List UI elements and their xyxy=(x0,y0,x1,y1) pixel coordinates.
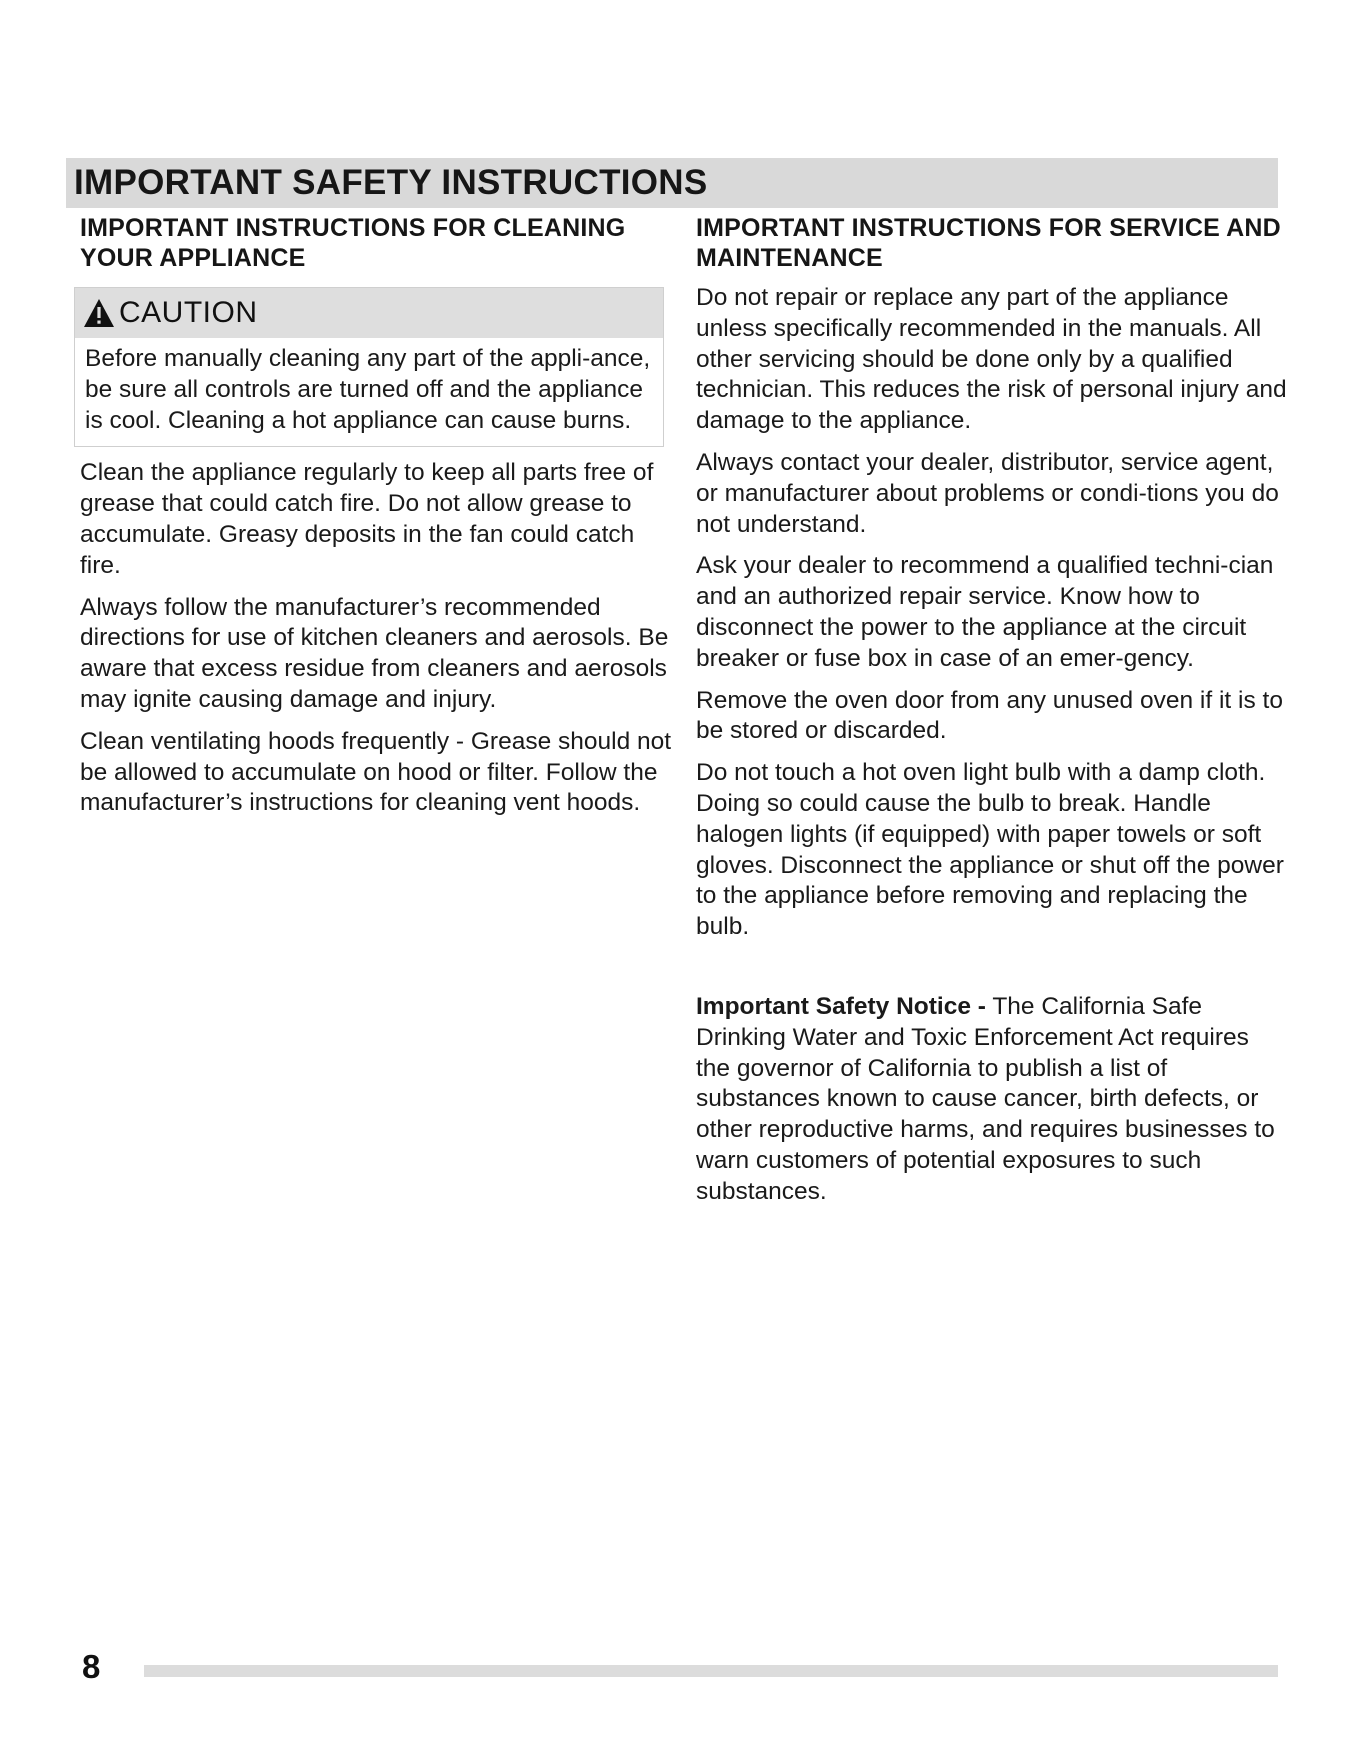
service-paragraph-1: Do not repair or replace any part of the appliance unless specifically recommended in the manuals. All other servicing should be done only by a qualified technician. This reduces the risk of personal injury and damage to the appliance. xyxy=(696,284,1287,435)
safety-notice-text: The California Safe Drinking Water and Toxic Enforcement Act requires the governor of California to publish a list of substances known to cause cancer, birth defects, or other reproductive harms, and requires businesses to warn customers of potential exposures to such substances. xyxy=(696,992,1275,1205)
safety-notice-lead: Important Safety Notice - xyxy=(696,992,986,1020)
footer-rule xyxy=(144,1665,1278,1677)
service-paragraph-3: Ask your dealer to recommend a qualified techni-cian and an authorized repair service. Know how to disconnect the power to the appliance at the circuit breaker or fuse box in case of an emer-gency. xyxy=(696,552,1274,672)
safety-notice xyxy=(696,992,1288,1208)
cleaning-paragraph-1: Clean the appliance regularly to keep all parts free of grease that could catch fire. Do not allow grease to accumulate. Greasy deposits in the fan could catch fire. xyxy=(80,459,654,579)
caution-text: Before manually cleaning any part of the appli-ance, be sure all controls are turned off and the appliance is cool. Cleaning a hot appliance can cause burns. xyxy=(85,345,651,434)
page-number: 8 xyxy=(82,1648,101,1685)
service-heading: IMPORTANT INSTRUCTIONS FOR SERVICE AND MAINTENANCE xyxy=(696,214,1281,272)
spacer xyxy=(696,954,1288,992)
left-column xyxy=(80,213,680,830)
cleaning-paragraph-3: Clean ventilating hoods frequently - Grease should not be allowed to accumulate on hood or filter. Follow the manufacturer’s instructions for cleaning vent hoods. xyxy=(80,727,672,817)
section-banner xyxy=(66,158,1278,208)
caution-label: CAUTION xyxy=(119,296,258,329)
cleaning-heading: IMPORTANT INSTRUCTIONS FOR CLEANING YOUR APPLIANCE xyxy=(80,214,626,272)
service-paragraph-2: Always contact your dealer, distributor, service agent, or manufacturer about problems or condi-tions you do not understand. xyxy=(696,448,1279,538)
right-column xyxy=(696,213,1288,1219)
page-title: IMPORTANT SAFETY INSTRUCTIONS xyxy=(74,163,708,202)
caution-header xyxy=(75,288,663,338)
caution-box xyxy=(74,287,664,447)
warning-triangle-icon xyxy=(83,298,115,328)
caution-body xyxy=(75,338,663,446)
cleaning-paragraph-2: Always follow the manufacturer’s recommended directions for use of kitchen cleaners and aerosols. Be aware that excess residue from cleaners and aerosols may ignite causing damage and injury. xyxy=(80,593,669,713)
service-paragraph-4: Remove the oven door from any unused oven if it is to be stored or discarded. xyxy=(696,686,1283,745)
service-paragraph-5: Do not touch a hot oven light bulb with a damp cloth. Doing so could cause the bulb to break. Handle halogen lights (if equipped) with paper towels or soft gloves. Disconnect the appliance or shut off the power to the appliance before removing and replacing the bulb. xyxy=(696,759,1284,941)
